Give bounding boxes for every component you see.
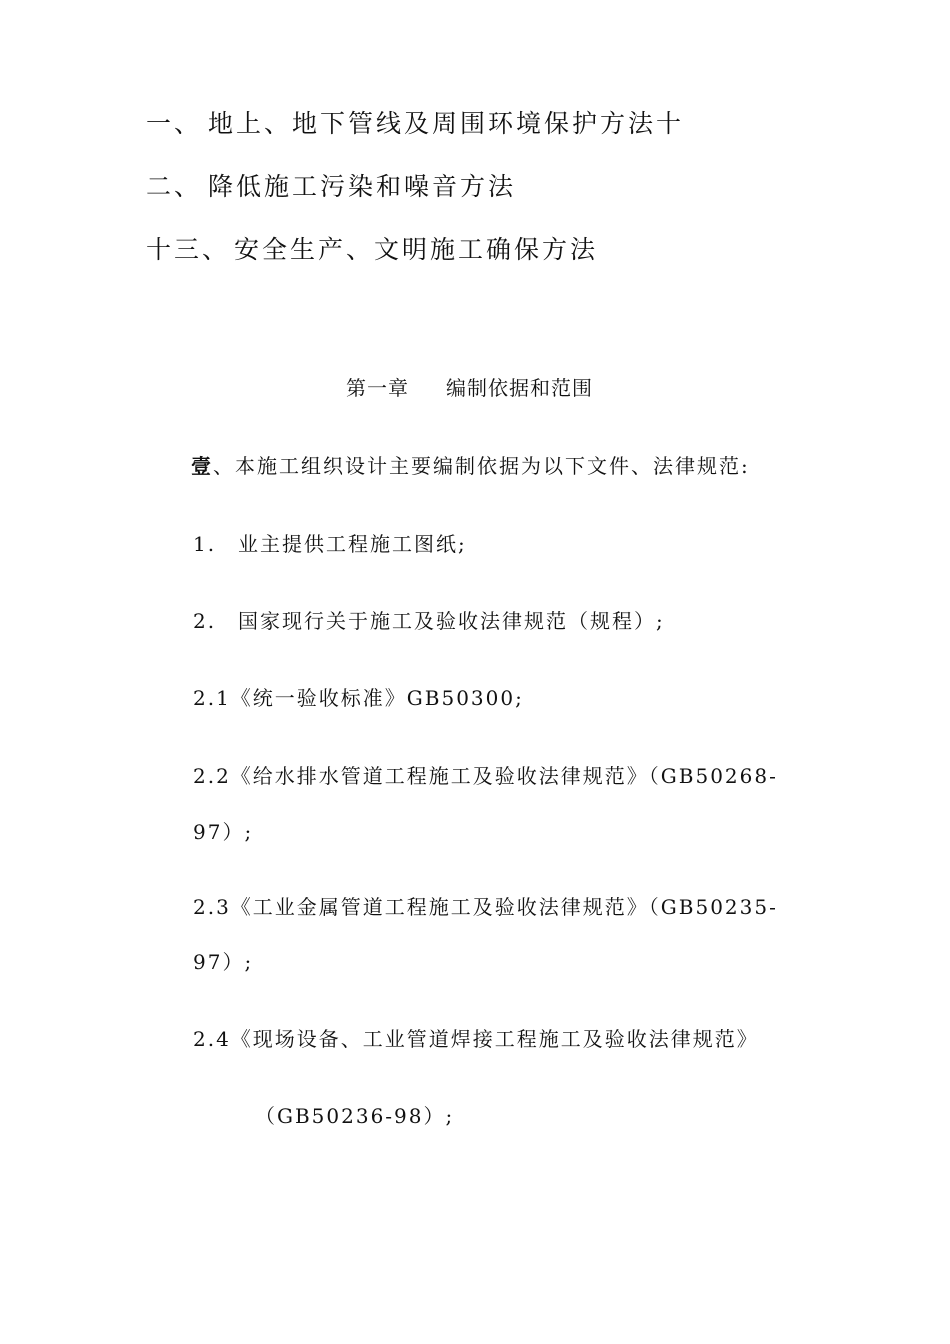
toc-item-number: 二、 [146,172,203,201]
sub-item [193,760,778,789]
toc-item [146,230,598,266]
list-item-number: 1. [193,532,217,556]
sub-item [193,1023,759,1052]
sub-item-continuation [193,946,253,975]
sub-item-continuation [255,1100,454,1129]
sub-item [193,682,524,711]
toc-item-number: 十三、 [146,235,231,264]
sub-item-text: 2.1《统一验收标准》GB50300; [193,686,524,710]
toc-item-text: 降低施工污染和噪音方法 [208,172,517,201]
chapter-label: 第一章 [346,376,409,400]
sub-item-text: 2.3《工业金属管道工程施工及验收法律规范》（GB50235- [193,895,778,919]
list-item [193,605,665,634]
sub-item [193,891,778,920]
section-lead: 壹 [191,454,213,478]
section-intro [191,450,750,479]
sub-item-text: （GB50236-98）; [255,1104,455,1128]
chapter-title: 编制依据和范围 [446,376,593,400]
list-item-text: 国家现行关于施工及验收法律规范（规程）; [238,609,665,633]
sub-item-text: 97）; [193,950,254,974]
sub-item-text: 97）; [193,820,254,844]
toc-item-text: 地上、地下管线及周围环境保护方法十 [208,109,685,138]
sub-item-text: 2.2《给水排水管道工程施工及验收法律规范》（GB50268- [193,764,778,788]
chapter-heading [346,372,593,401]
sub-item-continuation [193,816,253,845]
sub-item-text: 2.4《现场设备、工业管道焊接工程施工及验收法律规范》 [193,1027,759,1051]
toc-item [146,167,516,203]
toc-item [146,104,684,140]
toc-item-number: 一、 [146,109,203,138]
toc-item-text: 安全生产、文明施工确保方法 [234,235,599,264]
list-item-text: 业主提供工程施工图纸; [238,532,467,556]
list-item-number: 2. [193,609,217,633]
section-text: 、本施工组织设计主要编制依据为以下文件、法律规范: [213,454,750,478]
list-item [193,528,467,557]
